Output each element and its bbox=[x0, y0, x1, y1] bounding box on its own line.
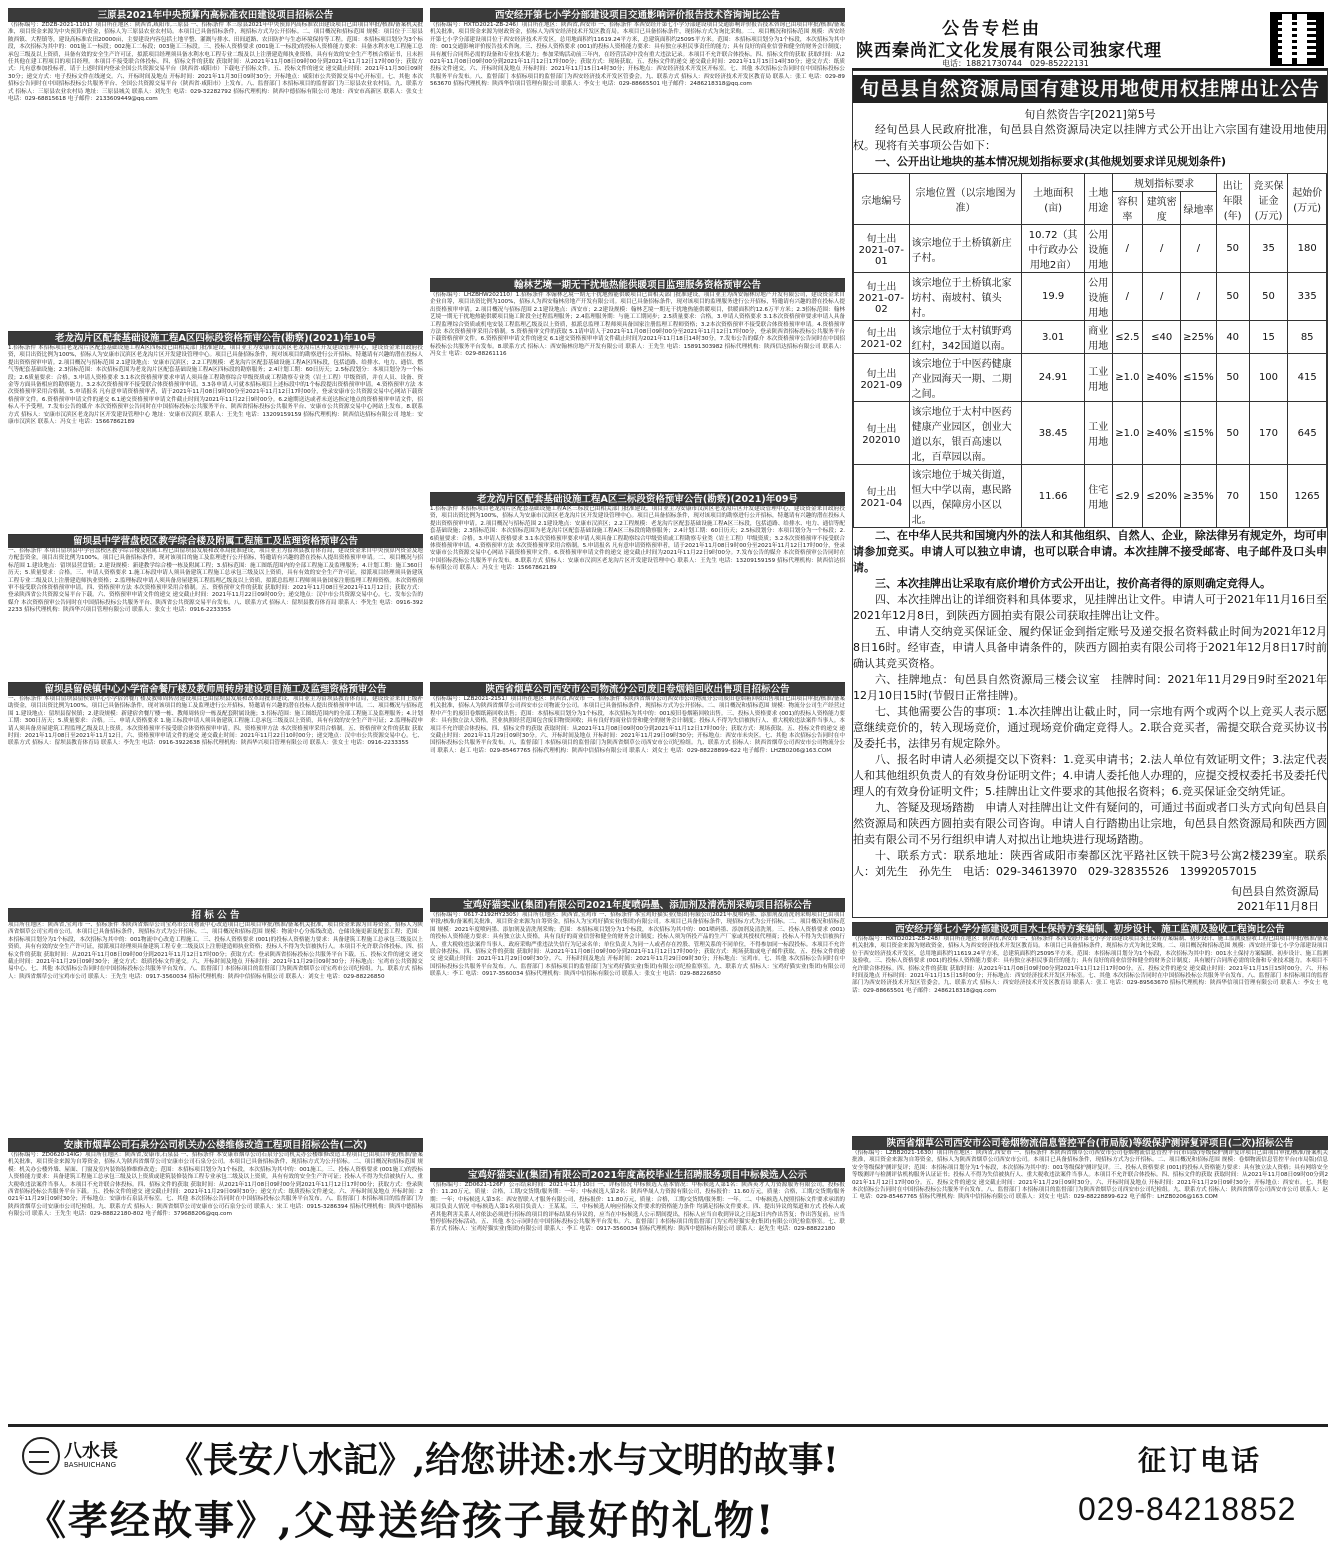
cell-years: 50 bbox=[1216, 402, 1249, 465]
cell-no: 旬土出2021-09 bbox=[854, 354, 910, 402]
notice-title: 招 标 公 告 bbox=[8, 909, 423, 922]
signature-org: 旬邑县自然资源局 bbox=[1231, 885, 1319, 898]
feature-section-7: 七、其他需要公告的事项：1.本次挂牌出让截止时，同一宗地有两个或两个以上竞买人表示愿意继续竞价的，转入现场竞价，通过现场竞价确定竞得人。2.联合竞买者，需提交联合竞买协议书及委托书，法律另有规定除外。 bbox=[853, 705, 1327, 750]
wave-logo-icon bbox=[22, 1437, 60, 1475]
notice-body: （招标编号：HXTD2021-ZB-246）项目所在地区：陕西省,西安市 一、招标条件 本西安经开第七小学分部建设项目交通影响评价报告技术咨询已由项目审批/核准/备案机关批准，项目资金来源为财政资金，招标人为西安经济技术开发区教育局。本项目已具备招标条件，现招标方式为询比采购。二、项目概况和招标范围 规模：西安经开第七小学分部建设项目位于西安经济技术开发区，总用地面积约11619.24平方米，总建筑面积约25095平方米。范围：本招标项目划分为1个标段，本次招标为其中的：001交通影响评价报告技术咨询。三、投标人资格要求 (001)的投标人资格能力要求：具有独立承担民事责任的能力；具有良好的商业信誉和健全的财务会计制度；具有履行合同所必需的设备和专业技术能力；参加采购活动前三年内，在经营活动中没有重大违法记录。本项目不允许联合体投标。四、招标文件的获取 获取时间：从2021年11月08日09时00分到2021年11月12日17时00分；获取方式：现场获取。五、投标文件的递交 递交截止时间：2021年11月15日14时30分；递交方式：纸质投标文件递交。六、开标时间及地点 开标时间：2021年11月15日14时30分；开标地点：西安经济技术开发区开标室。七、其他 本次招标公告同时在中国招标投标公共服务平台发布。八、监督部门 本招标项目的监督部门为西安经济技术开发区管委会。九、联系方式 招标人：西安经济技术开发区教育局 联系人：张工 电话：029-89563670 招标代理机构：陕西华信项目管理有限公司 联系人：李女士 电话：029-88665501 电子邮件：2486218318@qq.com bbox=[430, 22, 845, 88]
subscription-box bbox=[1058, 1427, 1328, 1547]
cell-green: / bbox=[1181, 225, 1217, 273]
ad-agency-line2: 陕西秦尚汇文化发展有限公司独家代理 bbox=[856, 41, 1162, 61]
notice-body: （招标编号：LZB2021-2151）项目所在地区：陕西省,西安市 一、招标条件 本陕西省烟草公司西安市公司物流分公司废旧卷烟箱回收出售项目已由项目审批/核准/备案机关批准，招标人为陕西省烟草公司西安市公司物流分公司。本项目已具备招标条件，现招标方式为公开招标。二、项目概况和招标范围 规模：物流分公司生产经营过程中产生的废旧卷烟纸箱回收出售；范围：本招标项目划分为1个标段，本次招标为其中的：001废旧卷烟箱回收出售。三、投标人资格要求 (001)的投标人资格能力要求：具有独立法人资格，营业执照经营范围包含废旧物资回收；具有良好的商业信誉和健全的财务会计制度；投标人不得为失信被执行人、重大税收违法案件当事人。本项目不允许联合体投标。四、招标文件的获取 获取时间：从2021年11月08日09时00分到2021年11月12日17时00分；获取方式：现场获取。五、投标文件的递交 递交截止时间：2021年11月29日09时30分。六、开标时间及地点 开标时间：2021年11月29日09时30分；开标地点：西安市未央区。七、其他 本次招标公告同时在中国招标投标公共服务平台发布。八、监督部门 本招标项目的监督部门为陕西省烟草公司西安市公司纪检组。九、联系方式 招标人：陕西省烟草公司西安市公司物流分公司 联系人：赵工 电话：029-85467765 招标代理机构：陕西中信招标有限公司 联系人：刘女士 电话：029-88228899-622 电子邮件：LHZB0206@163.COM bbox=[430, 696, 845, 754]
cell-density: / bbox=[1143, 273, 1181, 321]
notice-title: 西安经开第七小学分部建设项目交通影响评价报告技术咨询询比公告 bbox=[430, 9, 845, 22]
notice bbox=[852, 922, 1328, 1132]
cell-area: 38.45 bbox=[1022, 402, 1085, 465]
notice-title: 老龙沟片区配套基础设施工程A区三标段资格预审公告(勘察)(2021)年09号 bbox=[430, 493, 845, 506]
brand-name-en: BASHUICHANG bbox=[64, 1461, 117, 1469]
feature-intro: 经旬邑县人民政府批准，旬邑县自然资源局决定以挂牌方式公开出让六宗国有建设用地使用权。现将有关事项公告如下： bbox=[853, 123, 1327, 152]
column-3 bbox=[852, 8, 1328, 1262]
notice-title: 三原县2021年中央预算内高标准农田建设项目招标公告 bbox=[8, 9, 423, 22]
cell-no: 旬土出2021-07-02 bbox=[854, 273, 910, 321]
cell-far: ≥1.0 bbox=[1112, 402, 1143, 465]
th-density: 建筑密度 bbox=[1143, 192, 1181, 225]
feature-section-8: 八、报名时申请人必须提交以下资料：1.竞买申请书；2.法人单位有效证明文件；3.法定代表人和其他组织负责人的有效身份证明文件；4.申请人委托他人办理的，应提交授权委托书及委托代理人的有效身份证明文件；5.挂牌出让文件要求的其他报名资料；6.竞买保证金交纳凭证。 bbox=[853, 753, 1327, 798]
table-row bbox=[854, 321, 1327, 354]
notice bbox=[430, 8, 845, 274]
cell-density: ≥40% bbox=[1143, 354, 1181, 402]
cell-price: 645 bbox=[1288, 402, 1327, 465]
th-years: 出让年限(年) bbox=[1216, 174, 1249, 225]
cell-deposit: 170 bbox=[1249, 402, 1288, 465]
th-location: 宗地位置（以宗地图为准） bbox=[909, 174, 1022, 225]
notice-body: （招标编号：LZBB2021-1630）项目所在地区：陕西省,西安市 一、招标条件 本陕西省烟草公司西安市公司卷烟物流信息管控平台(市局版)等级保护测评复评项目已由项目审批/核准/备案机关批准，项目资金来源为自筹资金，招标人为陕西省烟草公司西安市公司。本项目已具备招标条件，现招标方式为公开招标。二、项目概况和招标范围 规模：卷烟物流信息管控平台(市局版)信息安全等级保护测评复评；范围：本招标项目划分为1个标段，本次招标为其中的：001等级保护测评复评。三、投标人资格要求 (001)的投标人资格能力要求：具有独立法人资格；具有网络安全等级测评与检测评估机构服务认证证书；投标人不得为失信被执行人、重大税收违法案件当事人。本项目不允许联合体投标。四、招标文件的获取 获取时间：从2021年11月08日09时00分到2021年11月12日17时00分。五、投标文件的递交 递交截止时间：2021年11月29日09时30分。六、开标时间及地点 开标时间：2021年11月29日09时30分；开标地点：西安市。七、其他 本次招标公告同时在中国招标投标公共服务平台发布。八、监督部门 本招标项目的监督部门为陕西省烟草公司西安市公司纪检组。九、联系方式 招标人：陕西省烟草公司西安市公司 联系人：赵工 电话：029-85467765 招标代理机构：陕西中信招标有限公司 联系人：刘女士 电话：029-88228899-622 电子邮件：LHZB0206@163.COM bbox=[852, 1150, 1328, 1201]
newspaper-page bbox=[8, 8, 1328, 1543]
brand-name: 八水長 bbox=[64, 1441, 118, 1462]
signature-date: 2021年11月8日 bbox=[1237, 900, 1319, 913]
land-table bbox=[853, 173, 1327, 528]
cell-no: 旬土出2021-02 bbox=[854, 321, 910, 354]
cell-green: / bbox=[1181, 273, 1217, 321]
cell-density: ≥40% bbox=[1143, 402, 1181, 465]
notice-body: 1.招标条件 本招标项目老龙沟片区配套基础设施工程A区四标段已由相关部门批准建设，项目业主为安康市汉滨区老龙沟片区开发建设管理中心，建设资金来自政府投资，项目出资比例为100%，招标人为安康市汉滨区老龙沟片区开发建设管理中心。项目已具备招标条件，现对该项目的勘察进行公开招标，特邀请有兴趣的潜在投标人提出资格预审申请。2.项目概况与招标范围 2.1建设地点：安康市汉滨区；2.2工程规模：老龙沟片区配套基础设施工程A区四标段，包括道路、给排水、电力、通信、燃气等配套基础设施；2.3招标范围：本次招标范围为老龙沟片区配套基础设施工程A区四标段的勘察服务；2.4计划工期：60日历天；2.5标段划分：本项目划分为一个标段；2.6质量要求：合格。3.申请人资格要求 3.1本次资格预审要求申请人须具备工程勘察综合甲级资质或工程勘察专业类（岩土工程）甲级资质，并在人员、设备、资金等方面具备相应的勘察能力。3.2本次资格预审不接受联合体资格预审申请。3.3各申请人可就本招标项目上述标段中的1个标段提出资格预审申请。4.资格预审方法 本次资格预审采用合格制。5.申请报名 凡有意申请资格预审者，请于2021年11月08日9时00分至2021年11月12日17时00分，登录安康市公共资源交易中心网站下载资格预审文件。6.资格预审申请文件的递交 6.1递交资格预审申请文件截止时间为2021年11月22日9时00分。6.2逾期送达或者未送达指定地点的资格预审申请文件，招标人不予受理。7.发布公告的媒介 本次资格预审公告同时在中国招标投标公共服务平台、陕西省招标投标公共服务平台、安康市公共资源交易中心网站上发布。8.联系方式 招标人：安康市汉滨区老龙沟片区开发建设管理中心 地址：安康市汉滨区 联系人：王先生 电话：13209159159 招标代理机构：陕西信达招标有限公司 地址：安康市汉滨区 联系人：冯女士 电话：15667862189 bbox=[8, 345, 423, 426]
feature-section-2: 二、在中华人民共和国境内外的法人和其他组织、自然人、企业，除法律另有规定外，均可申请参加竞买。申请人可以独立申请，也可以联合申请。本次挂牌不接受邮寄、电子邮件及口头申请。 bbox=[853, 529, 1327, 574]
notice-title: 翰林艺境一期无干扰地热能供暖项目监理服务资格预审公告 bbox=[430, 279, 845, 292]
cell-far: / bbox=[1112, 273, 1143, 321]
th-plan: 规划指标要求 bbox=[1112, 174, 1216, 192]
notice-body: 1.招标条件 本招标项目老龙沟片区配套基础设施工程A区三标段已由相关部门批准建设，项目业主为安康市汉滨区老龙沟片区开发建设管理中心，建设资金来自政府投资，项目出资比例为100%，招标人为安康市汉滨区老龙沟片区开发建设管理中心。项目已具备招标条件，现对该项目的勘察进行公开招标，特邀请有兴趣的潜在投标人提出资格预审申请。2.项目概况与招标范围 2.1建设地点：安康市汉滨区；2.2工程规模：老龙沟片区配套基础设施工程A区三标段，包括道路、给排水、电力、通信等配套基础设施；2.3招标范围：本次招标范围为老龙沟片区配套基础设施工程A区三标段的勘察服务；2.4计划工期：60日历天；2.5标段划分：本项目划分为一个标段；2.6质量要求：合格。3.申请人资格要求 3.1本次资格预审要求申请人须具备工程勘察综合甲级资质或工程勘察专业类（岩土工程）甲级资质；3.2本次资格预审不接受联合体资格预审申请。4.资格预审方法 本次资格预审采用合格制。5.申请报名 凡有意申请资格预审者，请于2021年11月08日9时00分至2021年11月12日17时00分，登录安康市公共资源交易中心网站下载资格预审文件。6.资格预审申请文件的递交 递交截止时间为2021年11月22日9时00分。7.发布公告的媒介 本次资格预审公告同时在中国招标投标公共服务平台发布。8.联系方式 招标人：安康市汉滨区老龙沟片区开发建设管理中心 联系人：王先生 电话：13209159159 招标代理机构：陕西信达招标有限公司 联系人：冯女士 电话：15667862189 bbox=[430, 506, 845, 572]
notice bbox=[8, 331, 423, 530]
notice bbox=[430, 898, 845, 1164]
cell-deposit: 50 bbox=[1249, 273, 1288, 321]
notice bbox=[430, 278, 845, 488]
notice-body: 一、招标条件 本项目留坝县中学营盘校区教学综合楼及附属工程已由留坝县发展和改革局批准建设，项目业主为留坝县教育体育局，建设资金来自中央预算内资金及地方配套资金，项目出资比例为100%。项目已具备招标条件，现对该项目的施工及监理进行公开招标，特邀请有兴趣的潜在投标人提出资格预审申请。二、项目概况与招标范围 1.建设地点：留坝县营盘镇；2.建设规模：新建教学综合楼一栋及附属工程；3.招标范围：施工图纸范围内的全部工程施工及监理服务；4.计划工期：施工360日历天；5.质量要求：合格。三、申请人资格要求 1.施工标段申请人须具备建筑工程施工总承包三级及以上资质，具有有效的安全生产许可证，拟派项目经理须具备建筑工程专业二级及以上注册建造师执业资格；2.监理标段申请人须具备房屋建筑工程监理乙级及以上资质，拟派总监理工程师须具备国家注册监理工程师资格。本次资格预审不接受联合体资格预审申请。四、资格预审方法 本次资格预审采用合格制。五、资格预审文件的获取 获取时间：2021年11月08日至2021年11月12日；获取方式：登录陕西省公共资源交易平台下载。六、资格预审申请文件的递交 递交截止时间：2021年11月22日09时00分；递交地点：汉中市公共资源交易中心。七、发布公告的媒介 本次资格预审公告同时在中国招标投标公共服务平台、陕西省公共资源交易平台发布。八、联系方式 招标人：留坝县教育体育局 联系人：李先生 电话：0916-3922233 招标代理机构：陕西华兴项目管理有限公司 联系人：张女士 电话：0916-2233355 bbox=[8, 548, 423, 614]
feature-section-3: 三、本次挂牌出让采取有底价增价方式公开出让，按价高者得的原则确定竞得人。 bbox=[875, 577, 1271, 590]
notice bbox=[8, 908, 423, 1134]
subscribe-phone: 029-84218852 bbox=[1078, 1491, 1297, 1527]
cell-use: 公用设施用地 bbox=[1085, 273, 1113, 321]
notice-title: 留坝县中学营盘校区教学综合楼及附属工程施工及监理资格预审公告 bbox=[8, 535, 423, 548]
notice bbox=[430, 1168, 845, 1352]
ad-agency-line1: 公告专栏由 bbox=[942, 19, 1042, 39]
notice-title: 西安经开第七小学分部建设项目水土保持方案编制、初步设计、施工监测及验收工程询比公告 bbox=[852, 923, 1328, 936]
cell-area: 10.72（其中行政办公用地2亩） bbox=[1022, 225, 1085, 273]
feature-section-1: 一、公开出让地块的基本情况规划指标要求(其他规划要求详见规划条件) bbox=[875, 155, 1227, 168]
cell-location: 该宗地位于太村中医药健康产业园区，创业大道以东，银百高速以北，百草园以南。 bbox=[909, 402, 1022, 465]
cell-far: / bbox=[1112, 225, 1143, 273]
notice bbox=[8, 8, 423, 327]
notice-body: （招标编号：ZDZB-2021-1101）项目所在地区：陕西省,咸阳市,三原县 一、招标条件 本三原县2021年中央预算内高标准农田建设项目已由项目审批/核准/备案机关批准，项目资金来源为中央预算内资金，招标人为三原县农业农村局。本项目已具备招标条件，现招标方式为公开招标。二、项目概况和招标范围 规模：项目位于三原县陂西镇、大程镇等，建设高标准农田20000亩，主要建设内容包括土地平整、灌溉与排水、田间道路、农田防护与生态环境保持等工程。范围：本招标项目划分为3个标段，本次招标为其中的：001施工一标段；002施工二标段；003施工三标段。三、投标人资格要求 (001施工一标段)的投标人资格能力要求：具备水利水电工程施工总承包三级及以上资质，具备有效的安全生产许可证，拟派项目经理须具备水利水电工程专业二级及以上注册建造师执业资格，具有有效的安全生产考核合格证书，且未担任其他在建工程项目的项目经理。本项目不接受联合体投标。四、招标文件的获取 获取时间：从2021年11月08日09时00分到2021年11月12日17时00分；获取方式：凡有意参加投标者，请于上述时间内登录全国公共资源交易平台（陕西省·咸阳市）下载电子招标文件。五、投标文件的递交 递交截止时间：2021年11月30日09时30分；递交方式：电子投标文件在线递交。六、开标时间及地点 开标时间：2021年11月30日09时30分；开标地点：咸阳市公共资源交易中心开标室。七、其他 本次招标公告同时在中国招标投标公共服务平台、全国公共资源交易平台（陕西省·咸阳市）上发布。八、监督部门 本招标项目的监督部门为三原县农业农村局。九、联系方式 招标人：三原县农业农村局 地址：三原县城关 联系人：刘先生 电话：029-32282792 招标代理机构：陕西中德招标有限公司 地址：西安市高新区 联系人：张女士 电话：029-68815618 电子邮件：2133609449@qq.com bbox=[8, 22, 423, 103]
notice-body: （招标编号：LHZBHW202110）1.招标条件 本翰林艺境一期无干扰地热能供暖项目已由相关部门批准建设，项目业主为西安翰林房地产开发有限公司，建设资金来自企业自筹，项目出资比例为100%，招标人为西安翰林房地产开发有限公司。项目已具备招标条件，现对该项目的监理服务进行公开招标，特邀请有兴趣的潜在投标人提出资格预审申请。2.项目概况与招标范围 2.1建设地点：西安市；2.2建设规模：翰林艺境一期无干扰地热能供暖项目，供暖面积约12.6万平方米；2.3招标范围：翰林艺境一期无干扰地热能供暖项目施工阶段全过程监理服务；2.4监理服务期：与施工工期同步；2.5质量要求：合格。3.申请人资格要求 3.1本次资格预审要求申请人具备工程监理综合资质或机电安装工程监理乙级及以上资质，拟派总监理工程师须具备国家注册监理工程师资格；3.2本次资格预审不接受联合体资格预审申请。4.资格预审方法 本次资格预审采用合格制。5.资格预审文件的获取 5.1请申请人于2021年11月08日09时00分至2021年11月12日17时00分，登录陕西省招标投标公共服务平台下载资格预审文件。6.资格预审申请文件的递交 6.1递交资格预审申请文件截止时间为2021年11月18日14时30分。7.发布公告的媒介 本次资格预审公告同时在中国招标投标公共服务平台发布。8.联系方式 招标人：西安翰林房地产开发有限公司 联系人：王先生 电话：15891303982 招标代理机构：陕西信达招标有限公司 联系人：冯女士 电话：029-88261116 bbox=[430, 292, 845, 358]
th-area: 土地面积(亩) bbox=[1022, 174, 1085, 225]
ad-agency-header bbox=[852, 8, 1328, 70]
cell-price: 335 bbox=[1288, 273, 1327, 321]
cell-location: 该宗地位于土桥镇新庄子村。 bbox=[909, 225, 1022, 273]
table-row bbox=[854, 465, 1327, 528]
cell-use: 工业用地 bbox=[1085, 402, 1113, 465]
cell-density: ≤40 bbox=[1143, 321, 1181, 354]
cell-years: 50 bbox=[1216, 354, 1249, 402]
cell-green: ≥35% bbox=[1181, 465, 1217, 528]
cell-far: ≤2.5 bbox=[1112, 321, 1143, 354]
cell-location: 该宗地位于土桥镇北家坊村、南坡村、镇头村。 bbox=[909, 273, 1022, 321]
cell-price: 85 bbox=[1288, 321, 1327, 354]
table-row bbox=[854, 402, 1327, 465]
cell-location: 该宗地位于太村镇野鸡红村，342国道以南。 bbox=[909, 321, 1022, 354]
notice-title: 安康市烟草公司石泉分公司机关办公楼维修改造工程项目招标公告(二次) bbox=[8, 1139, 423, 1152]
table-row bbox=[854, 354, 1327, 402]
cell-area: 3.01 bbox=[1022, 321, 1085, 354]
notice-body: （招标编号：0617-2192HY2305）项目所在地区：陕西省,宝鸡市 一、招标条件 本宝鸡好猫实业(集团)有限公司2021年度喷码墨、添加剂及清洗剂采购项目已由项目审批/核准/备案机关批准，项目资金来源为自筹资金，招标人为宝鸡好猫实业(集团)有限公司。本项目已具备招标条件，现招标方式为公开招标。二、项目概况和招标范围 规模：2021年度喷码墨、添加剂及清洗剂采购；范围：本招标项目划分为1个标段，本次招标为其中的：001喷码墨、添加剂及清洗剂。三、投标人资格要求 (001)的投标人资格能力要求：具有独立法人资格，具有良好的商业信誉和健全的财务会计制度；投标人须为所投产品的生产厂家或其授权代理商；投标人不得为失信被执行人、重大税收违法案件当事人、政府采购严重违法失信行为记录名单；单位负责人为同一人或者存在控股、管理关系的不同单位，不得参加同一标段投标。本项目不允许联合体投标。四、招标文件的获取 获取时间：从2021年11月08日09时00分到2021年11月12日17时00分；获取方式：现场获取或电子邮件获取。五、投标文件的递交 递交截止时间：2021年11月29日09时30分。六、开标时间及地点 开标时间：2021年11月29日09时30分；开标地点：宝鸡市。七、其他 本次招标公告同时在中国招标投标公共服务平台发布。八、监督部门 本招标项目的监督部门为宝鸡好猫实业(集团)有限公司纪检监察室。九、联系方式 招标人：宝鸡好猫实业(集团)有限公司 联系人：李工 电话：0917-3560034 招标代理机构：陕西中信招标有限公司 联系人：张女士 电话：029-88226850 bbox=[430, 912, 845, 978]
notice-body: （招标编号：ZD0621-126F）公示结束时间：2021年11月10日 一、评标情况 中标候选人基本情况：中标候选人第1名：陕西英才人力资源服务有限公司，投标报价：11.20万元，质量：合格，工期/交货期/服务期：一年；中标候选人第2名：陕西华晟人力资源有限公司，投标报价：11.60万元，质量：合格，工期/交货期/服务期：一年；中标候选人第3名：西安智联人才服务有限公司，投标报价：11.80万元，质量：合格，工期/交货期/服务期：一年。二、中标候选人按照招标文件要求承诺的项目负责人情况 中标候选人第1名项目负责人：王某某。三、中标候选人响应招标文件要求的资格能力条件 均满足招标文件要求。四、提出异议的渠道和方式 投标人或者其他利害关系人对依法必须进行招标的项目的评标结果有异议的，应当在中标候选人公示期间提出，招标人应当自收到异议之日起3日内作出答复；作出答复前，应当暂停招标投标活动。五、其他 本公示同时在中国招标投标公共服务平台发布。六、监督部门 本招标项目的监督部门为宝鸡好猫实业(集团)有限公司纪检监察室。七、联系方式 招标人：宝鸡好猫实业(集团)有限公司 联系人：李工 电话：0917-3560034 招标代理机构：陕西中德招标有限公司 联系人：赵先生 电话：029-88822180 bbox=[430, 1182, 845, 1233]
feature-section-5: 五、申请人交纳竞买保证金、履约保证金到指定账号及递交报名资料截止时间为2021年12月8日16时。经审查，申请人具备申请条件的，陕西方圆拍卖有限公司将于2021年12月8日17时前确认其竞买资格。 bbox=[853, 625, 1327, 670]
cell-area: 11.66 bbox=[1022, 465, 1085, 528]
table-row bbox=[854, 273, 1327, 321]
column-1 bbox=[8, 8, 423, 1346]
bottom-advert-banner bbox=[8, 1424, 1328, 1547]
banner-line-2 bbox=[8, 1485, 1048, 1545]
feature-section-4: 四、本次挂牌出让的详细资料和具体要求，见挂牌出让文件。申请人可于2021年11月16日至2021年12月8日，到陕西方圆拍卖有限公司获取挂牌出让文件。 bbox=[853, 593, 1327, 622]
notice-title: 宝鸡好猫实业(集团)有限公司2021年度喷码墨、添加剂及清洗剂采购项目招标公告 bbox=[430, 899, 845, 912]
qr-code-icon bbox=[1270, 12, 1324, 66]
cell-deposit: 15 bbox=[1249, 321, 1288, 354]
notice bbox=[8, 534, 423, 678]
cell-no: 旬土出2021-04 bbox=[854, 465, 910, 528]
notice bbox=[8, 1138, 423, 1342]
brand-logo bbox=[22, 1435, 152, 1475]
cell-use: 工业用地 bbox=[1085, 354, 1113, 402]
cell-no: 旬土出202010 bbox=[854, 402, 910, 465]
cell-green: ≤15% bbox=[1181, 402, 1217, 465]
cell-price: 1265 bbox=[1288, 465, 1327, 528]
subscribe-label: 征订电话 bbox=[1138, 1444, 1263, 1477]
th-deposit: 竞买保证金(万元) bbox=[1249, 174, 1288, 225]
notice-title: 陕西省烟草公司西安市公司卷烟物流信息管控平台(市局版)等级保护测评复评项目(二次)招标公告 bbox=[852, 1137, 1328, 1150]
th-no: 宗地编号 bbox=[854, 174, 910, 225]
cell-density: ≤20% bbox=[1143, 465, 1181, 528]
cell-use: 公用设施用地 bbox=[1085, 225, 1113, 273]
cell-location: 该宗地位于城关街道，恒大中学以南，惠民路以西，保障房小区以北。 bbox=[909, 465, 1022, 528]
cell-years: 50 bbox=[1216, 225, 1249, 273]
th-far: 容积率 bbox=[1112, 192, 1143, 225]
notice-title: 老龙沟片区配套基础设施工程A区四标段资格预审公告(勘察)(2021)年10号 bbox=[8, 332, 423, 345]
land-auction-notice bbox=[852, 70, 1328, 918]
cell-area: 24.91 bbox=[1022, 354, 1085, 402]
feature-doc-number: 旬自然资告字[2021]第5号 bbox=[1024, 108, 1156, 121]
feature-title: 旬邑县自然资源局国有建设用地使用权挂牌出让公告 bbox=[853, 75, 1327, 103]
cell-years: 40 bbox=[1216, 321, 1249, 354]
feature-section-9: 九、答疑及现场踏勘 申请人对挂牌出让文件有疑问的，可通过书面或者口头方式向旬邑县自然资源局和陕西方圆拍卖有限公司咨询。申请人自行踏勘出让宗地，旬邑县自然资源局和陕西方圆拍卖有限公司不另行组织申请人对拟出让地块进行现场踏勘。 bbox=[853, 801, 1327, 846]
banner-slogan-1: 《長安八水記》,给您讲述:水与文明的故事! bbox=[168, 1440, 839, 1481]
notice-body: （招标编号：HXTD2021-ZB-248）项目所在地区：陕西省,西安市 一、招标条件 本西安经开第七小学分部建设项目水土保持方案编制、初步设计、施工监测及验收工程已由项目审批/核准/备案机关批准，项目资金来源为财政资金，招标人为西安经济技术开发区教育局。本项目已具备招标条件，现招标方式为询比采购。二、项目概况和招标范围 规模：西安经开第七小学分部建设项目位于西安经济技术开发区，总用地面积约11619.24平方米，总建筑面积约25095平方米。范围：本招标项目划分为1个标段，本次招标为其中的：001水土保持方案编制、初步设计、施工监测及验收。三、投标人资格要求 (001)的投标人资格能力要求：具有独立承担民事责任的能力；具有良好的商业信誉和健全的财务会计制度；具有履行合同所必需的设备和专业技术能力。本项目不允许联合体投标。四、招标文件的获取 获取时间：从2021年11月08日09时00分到2021年11月12日17时00分。五、投标文件的递交 递交截止时间：2021年11月15日15时00分。六、开标时间及地点 开标时间：2021年11月15日15时00分；开标地点：西安经济技术开发区开标室。七、其他 本次招标公告同时在中国招标投标公共服务平台发布。八、监督部门 本招标项目的监督部门为西安经济技术开发区管委会。九、联系方式 招标人：西安经济技术开发区教育局 联系人：张工 电话：029-89563670 招标代理机构：陕西华信项目管理有限公司 联系人：李女士 电话：029-88665501 电子邮件：2486218318@qq.com bbox=[852, 936, 1328, 994]
cell-far: ≥1.0 bbox=[1112, 354, 1143, 402]
notice-body: 项目所在地区：陕西省,宝鸡市 一、招标条件 本陕西省烟草公司宝鸡市公司物流中心改造项目已由项目审批/核准/备案机关批准，项目资金来源为自筹资金，招标人为陕西省烟草公司宝鸡市公司。本项目已具备招标条件，现招标方式为公开招标。二、项目概况和招标范围 规模：物流中心分拣线改造、仓储设施更新及配套工程；范围：本招标项目划分为1个标段，本次招标为其中的：001物流中心改造工程施工。三、投标人资格要求 (001)的投标人资格能力要求：具备建筑工程施工总承包三级及以上资质，具有有效的安全生产许可证，拟派项目经理须具备建筑工程专业二级及以上注册建造师执业资格；投标人不得为失信被执行人。本项目不允许联合体投标。四、招标文件的获取 获取时间：从2021年11月08日09时00分到2021年11月12日17时00分；获取方式：登录陕西省招标投标公共服务平台下载。五、投标文件的递交 递交截止时间：2021年11月29日09时30分；递交方式：纸质投标文件递交。六、开标时间及地点 开标时间：2021年11月29日09时30分；开标地点：宝鸡市公共资源交易中心。七、其他 本次招标公告同时在中国招标投标公共服务平台发布。八、监督部门 本招标项目的监督部门为陕西省烟草公司宝鸡市公司纪检组。九、联系方式 招标人：陕西省烟草公司宝鸡市公司 联系人：王先生 电话：0917-3560034 招标代理机构：陕西中信招标有限公司 联系人：刘女士 电话：029-88226850 bbox=[8, 922, 423, 980]
ad-agency-phone: 电话：18821730744 029-85222131 bbox=[942, 59, 1089, 68]
cell-green: ≥25% bbox=[1181, 321, 1217, 354]
cell-use: 住宅用地 bbox=[1085, 465, 1113, 528]
th-use: 土地用途 bbox=[1085, 174, 1113, 225]
cell-years: 50 bbox=[1216, 273, 1249, 321]
notice-body: 一、招标条件 本项目留坝县留侯镇中心小学宿舍餐厅楼及教师周转房建设项目已由留坝县发展和改革局批准建设，项目业主为留坝县教育体育局，建设资金来自上级补助资金，项目出资比例为100%。项目已具备招标条件，现对该项目的施工及监理进行公开招标，特邀请有兴趣的潜在投标人提出资格预审申请。二、项目概况与招标范围 1.建设地点：留坝县留侯镇；2.建设规模：新建宿舍餐厅楼一栋、教师周转房一栋及配套附属设施；3.招标范围：施工图纸范围内的全部工程施工及监理服务；4.计划工期：300日历天；5.质量要求：合格。三、申请人资格要求 1.施工标段申请人须具备建筑工程施工总承包三级及以上资质，具有有效的安全生产许可证；2.监理标段申请人须具备房屋建筑工程监理乙级及以上资质。本次资格预审不接受联合体资格预审申请。四、资格预审方法 本次资格预审采用合格制。五、资格预审文件的获取 获取时间：2021年11月08日至2021年11月12日。六、资格预审申请文件的递交 递交截止时间：2021年11月22日10时00分；递交地点：汉中市公共资源交易中心。七、联系方式 招标人：留坝县教育体育局 联系人：李先生 电话：0916-3922638 招标代理机构：陕西华兴项目管理有限公司 联系人：张女士 电话：0916-2233355 bbox=[8, 696, 423, 747]
notice-title: 陕西省烟草公司西安市公司物流分公司废旧卷烟箱回收出售项目招标公告 bbox=[430, 683, 845, 696]
cell-green: ≤15% bbox=[1181, 354, 1217, 402]
cell-location: 该宗地位于中医药健康产业园海天一期、二期之间。 bbox=[909, 354, 1022, 402]
notice-title: 留坝县留侯镇中心小学宿舍餐厅楼及教师周转房建设项目施工及监理资格预审公告 bbox=[8, 683, 423, 696]
cell-years: 70 bbox=[1216, 465, 1249, 528]
column-2 bbox=[430, 8, 845, 1356]
table-row bbox=[854, 225, 1327, 273]
cell-deposit: 35 bbox=[1249, 225, 1288, 273]
cell-no: 旬土出2021-07-01 bbox=[854, 225, 910, 273]
notice bbox=[852, 1136, 1328, 1258]
notice bbox=[430, 492, 845, 678]
notice bbox=[8, 682, 423, 904]
cell-density: / bbox=[1143, 225, 1181, 273]
cell-deposit: 100 bbox=[1249, 354, 1288, 402]
cell-area: 19.9 bbox=[1022, 273, 1085, 321]
th-price: 起始价(万元) bbox=[1288, 174, 1327, 225]
notice-body: （招标编号：ZD0620-14IG）项目所在地区：陕西省,安康市,石泉县 一、招标条件 本安康市烟草公司石泉分公司机关办公楼维修改造工程项目已由项目审批/核准/备案机关批准，项目资金来源为自筹资金，招标人为陕西省烟草公司安康市公司石泉分公司。本项目已具备招标条件，现招标方式为公开招标。二、项目概况和招标范围 规模：机关办公楼外墙、屋面、门窗及室内装饰装修维修改造；范围：本招标项目划分为1个标段，本次招标为其中的：001施工。三、投标人资格要求 (001施工)的投标人资格能力要求：具备建筑工程施工总承包三级及以上资质或建筑装修装饰工程专业承包二级及以上资质，具有有效的安全生产许可证；投标人不得为失信被执行人、重大税收违法案件当事人。本项目不允许联合体投标。四、招标文件的获取 获取时间：从2021年11月08日09时00分到2021年11月12日17时00分；获取方式：登录陕西省招标投标公共服务平台下载。五、投标文件的递交 递交截止时间：2021年11月29日09时30分；递交方式：纸质投标文件递交。六、开标时间及地点 开标时间：2021年11月29日09时30分；开标地点：安康市石泉县开标室。七、其他 本次招标公告同时在中国招标投标公共服务平台发布。八、监督部门 本招标项目的监督部门为陕西省烟草公司安康市公司纪检组。九、联系方式 招标人：陕西省烟草公司安康市公司石泉分公司 联系人：宋工 电话：0915-3286394 招标代理机构：陕西中德招标有限公司 联系人：王先生 电话：029-88822180-802 电子邮件：379688206@qq.com bbox=[8, 1152, 423, 1218]
feature-signature bbox=[853, 884, 1327, 914]
feature-section-6: 六、挂牌地点：旬邑县自然资源局三楼会议室 挂牌时间：2021年11月29日9时至2021年12月10日15时(节假日正常挂牌)。 bbox=[853, 673, 1327, 702]
notice-title: 宝鸡好猫实业(集团)有限公司2021年度高校毕业生招聘服务项目中标候选人公示 bbox=[430, 1169, 845, 1182]
cell-far: ≤2.9 bbox=[1112, 465, 1143, 528]
feature-section-10: 十、联系方式：联系地址：陕西省咸阳市秦都区沈平路社区铁干院3号公寓2楼239室。联系人：刘先生 孙先生 电话：029-34613970 029-32835526 13992057015 bbox=[853, 849, 1327, 878]
notice bbox=[430, 682, 845, 894]
cell-use: 商业用地 bbox=[1085, 321, 1113, 354]
banner-line-1 bbox=[8, 1427, 1048, 1482]
banner-slogan-2: 《孝经故事》,父母送给孩子最好的礼物! bbox=[26, 1497, 776, 1544]
cell-price: 180 bbox=[1288, 225, 1327, 273]
th-green: 绿地率 bbox=[1181, 192, 1217, 225]
cell-deposit: 150 bbox=[1249, 465, 1288, 528]
cell-price: 415 bbox=[1288, 354, 1327, 402]
